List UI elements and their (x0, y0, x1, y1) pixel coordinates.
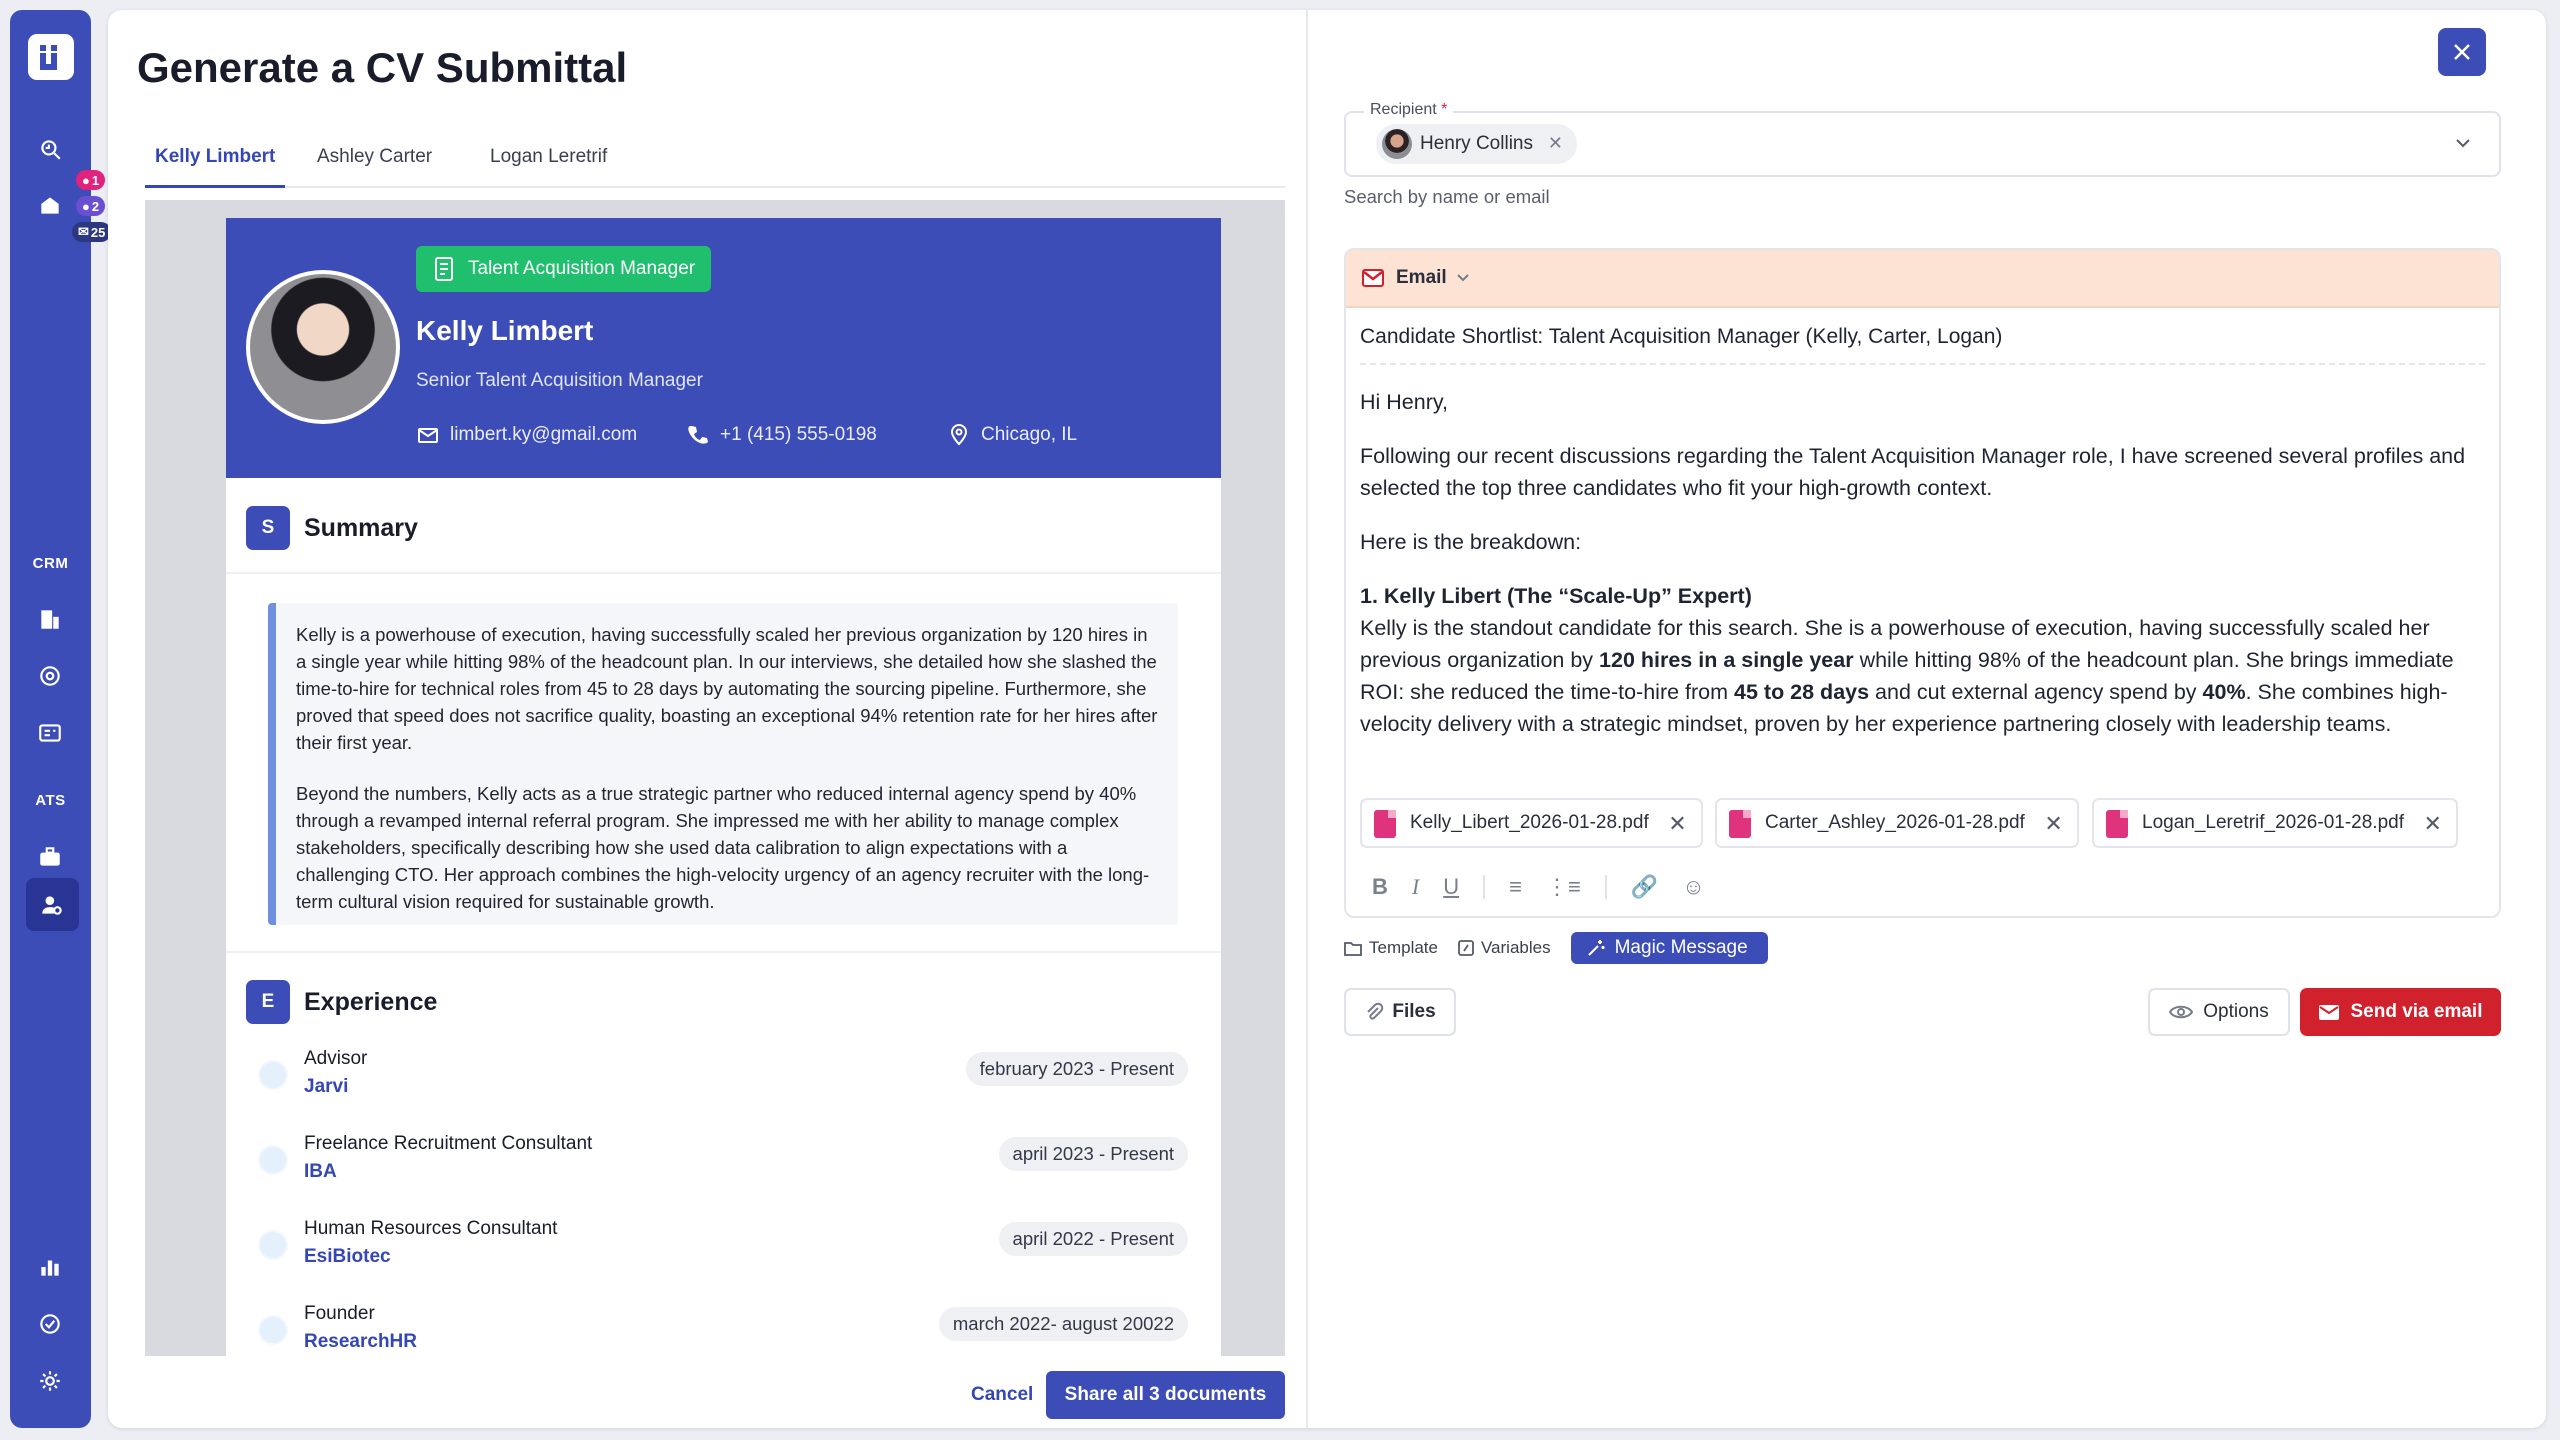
recipient-helper-text: Search by name or email (1344, 186, 1550, 207)
candidate-phone: +1 (415) 555-0198 (686, 423, 877, 447)
attachment-chip[interactable]: Kelly_Libert_2026-01-28.pdf ✕ (1360, 798, 1703, 848)
divider (226, 572, 1221, 574)
timeline-dot (258, 1145, 288, 1175)
candidate-name: Kelly Limbert (416, 315, 594, 346)
phone-icon (686, 423, 710, 447)
divider (226, 951, 1221, 953)
files-button[interactable]: Files (1344, 988, 1456, 1036)
cv-document (226, 218, 1221, 1356)
timeline-dot (258, 1315, 288, 1345)
template-button[interactable]: Template (1344, 938, 1438, 958)
panel-divider (1306, 10, 1308, 1428)
job-title: Human Resources Consultant (304, 1218, 558, 1239)
email-candidate-paragraph[interactable]: Kelly is the standout candidate for this search. She is a powerhouse of execution, having successfully scaled her previous organization by 120 hires in a single year while hitting 98% of the headcount plan. She brings immediate ROI: she reduced the time-to-hire from 45 to 28 days and cut external agency spend by 40%. She combines high-velocity delivery with a strategic mindset, proven by her experience partnering closely with leadership teams. (1360, 616, 2454, 736)
role-badge: Talent Acquisition Manager (416, 246, 711, 292)
bell-icon: ● (82, 172, 90, 188)
integrations-icon[interactable] (35, 1309, 65, 1339)
channel-selector[interactable]: Email (1346, 250, 2501, 308)
timeline-dot (258, 1230, 288, 1260)
bullet-list-icon[interactable]: ≡ (1509, 874, 1522, 899)
app-logo[interactable] (28, 34, 74, 80)
job-title: Freelance Recruitment Consultant (304, 1133, 593, 1154)
crm-section-label: CRM (32, 555, 69, 572)
send-via-email-button[interactable]: Send via email (2300, 988, 2501, 1036)
job-dates: march 2022- august 20022 (939, 1307, 1188, 1341)
analytics-icon[interactable] (35, 1252, 65, 1282)
candidate-headline: Senior Talent Acquisition Manager (416, 370, 703, 391)
close-button[interactable] (2438, 28, 2486, 76)
magic-wand-icon (1587, 939, 1605, 963)
close-icon (2451, 41, 2473, 63)
inbox-icon[interactable] (35, 191, 65, 221)
formatting-toolbar (1372, 870, 1705, 904)
recipient-chip[interactable]: Henry Collins ✕ (1376, 124, 1577, 164)
magic-message-button[interactable]: Magic Message (1571, 932, 1768, 964)
contact-card-icon[interactable] (35, 718, 65, 748)
candidate-location: Chicago, IL (947, 423, 1077, 447)
experience-item (258, 1218, 1188, 1278)
numbered-list-icon[interactable]: ⋮≡ (1545, 874, 1581, 899)
cv-header (226, 218, 1221, 478)
email-greeting[interactable]: Hi Henry, (1360, 390, 1449, 414)
tab-kelly-limbert[interactable]: Kelly Limbert (145, 146, 285, 188)
summary-section-icon: S (246, 506, 290, 550)
company-name: ResearchHR (304, 1331, 417, 1352)
remove-attachment-icon[interactable]: ✕ (2423, 811, 2442, 836)
company-name: IBA (304, 1161, 337, 1182)
email-intro[interactable]: Following our recent discussions regarding the Talent Acquisition Manager role, I have screened several profiles and selected the top three candidates who fit your high-growth context. (1360, 444, 2466, 500)
toolbar-separator (1605, 875, 1607, 899)
composer-actions (1344, 932, 1768, 964)
mail-badge[interactable]: ✉ 25 (72, 222, 111, 242)
pdf-icon (1729, 810, 1751, 838)
job-dates: april 2023 - Present (999, 1137, 1188, 1171)
pdf-icon (1374, 810, 1396, 838)
remove-attachment-icon[interactable]: ✕ (2044, 811, 2063, 836)
experience-item (258, 1303, 1188, 1356)
message-badge[interactable]: ● 2 (76, 196, 105, 216)
gmail-icon (1362, 269, 1384, 292)
summary-block (268, 603, 1178, 925)
cv-preview-scroll[interactable] (145, 200, 1285, 1356)
job-dates: april 2022 - Present (999, 1222, 1188, 1256)
recipient-label: Recipient * (1364, 101, 1453, 119)
email-breakdown[interactable]: Here is the breakdown: (1360, 530, 1582, 554)
summary-section-header (246, 506, 418, 550)
left-rail (10, 10, 106, 1428)
attachment-chip[interactable]: Logan_Leretrif_2026-01-28.pdf ✕ (2092, 798, 2458, 848)
cancel-button[interactable]: Cancel (971, 1384, 1034, 1405)
company-name: EsiBiotec (304, 1246, 391, 1267)
summary-title: Summary (304, 513, 418, 542)
remove-recipient-icon[interactable]: ✕ (1547, 133, 1563, 153)
attachment-chip[interactable]: Carter_Ashley_2026-01-28.pdf ✕ (1715, 798, 2079, 848)
underline-icon[interactable]: U (1443, 874, 1460, 899)
chat-icon: ● (82, 198, 90, 214)
emoji-icon[interactable]: ☺ (1682, 874, 1705, 899)
briefcase-icon[interactable] (35, 842, 65, 872)
candidate-email: limbert.ky@gmail.com (416, 423, 637, 447)
page-title: Generate a CV Submittal (137, 44, 628, 91)
company-name: Jarvi (304, 1076, 349, 1097)
remove-attachment-icon[interactable]: ✕ (1668, 811, 1687, 836)
eye-icon (2169, 1003, 2193, 1021)
variables-button[interactable]: Variables (1458, 938, 1551, 958)
bold-icon[interactable]: B (1372, 874, 1388, 899)
tab-logan-leretrif[interactable]: Logan Leretrif (490, 146, 608, 167)
job-dates: february 2023 - Present (966, 1052, 1188, 1086)
folder-icon (1344, 940, 1362, 956)
experience-section-icon: E (246, 980, 290, 1024)
summary-paragraph: Kelly is a powerhouse of execution, having successfully scaled her previous organization by 120 hires in a single year while hitting 98% of the headcount plan. In our interviews, she detailed how she slashed the time-to-hire for technical roles from 45 to 28 days by automating the sourcing pipeline. Furthermore, she proved that speed does not sacrifice quality, boasting an exceptional 94% retention rate for her hires after their first year. (296, 624, 1158, 753)
notification-badge[interactable]: ● 1 (76, 170, 105, 190)
search-refresh-icon[interactable] (35, 134, 65, 164)
chevron-down-icon[interactable] (2452, 132, 2474, 159)
candidate-tabs (145, 140, 1285, 188)
summary-paragraph: Beyond the numbers, Kelly acts as a true strategic partner who reduced internal agency spend by 40% through a revamped internal referral program. She impressed me with her ability to manage complex stakeholders, specifically describing how she used data calibration to align expectations with a challenging CTO. Her approach combines the high-velocity urgency of an agency recruiter with the long-term cultural vision required for sustainable growth. (296, 783, 1150, 912)
recipient-avatar (1382, 129, 1412, 159)
experience-title: Experience (304, 987, 438, 1016)
settings-gear-icon[interactable] (35, 1366, 65, 1396)
ats-section-label: ATS (35, 792, 66, 809)
chevron-down-icon (1454, 268, 1472, 291)
options-button[interactable]: Options (2148, 988, 2290, 1036)
variable-icon (1458, 940, 1474, 956)
candidate-avatar (246, 270, 400, 424)
paperclip-icon (1364, 1002, 1384, 1022)
link-icon[interactable]: 🔗 (1630, 874, 1659, 899)
share-documents-button[interactable]: Share all 3 documents (1046, 1371, 1285, 1419)
timeline-dot (258, 1060, 288, 1090)
email-candidate-heading[interactable]: 1. Kelly Libert (The “Scale-Up” Expert) (1360, 584, 1752, 608)
italic-icon[interactable]: I (1411, 874, 1420, 899)
email-subject-input[interactable]: Candidate Shortlist: Talent Acquisition Manager (Kelly, Carter, Logan) (1360, 325, 2485, 365)
experience-item (258, 1133, 1188, 1193)
job-title: Advisor (304, 1048, 368, 1069)
toolbar-separator (1483, 875, 1485, 899)
document-icon (432, 256, 456, 288)
target-icon[interactable] (35, 661, 65, 691)
building-icon[interactable] (35, 604, 65, 634)
experience-section-header (246, 980, 437, 1024)
location-pin-icon (947, 423, 971, 447)
mail-icon (2318, 1004, 2340, 1021)
job-title: Founder (304, 1303, 375, 1324)
mail-icon (416, 423, 440, 447)
mail-icon: ✉ (78, 224, 89, 239)
tab-ashley-carter[interactable]: Ashley Carter (317, 146, 433, 167)
candidate-search-icon[interactable] (37, 890, 67, 920)
pdf-icon (2106, 810, 2128, 838)
experience-item (258, 1048, 1188, 1108)
